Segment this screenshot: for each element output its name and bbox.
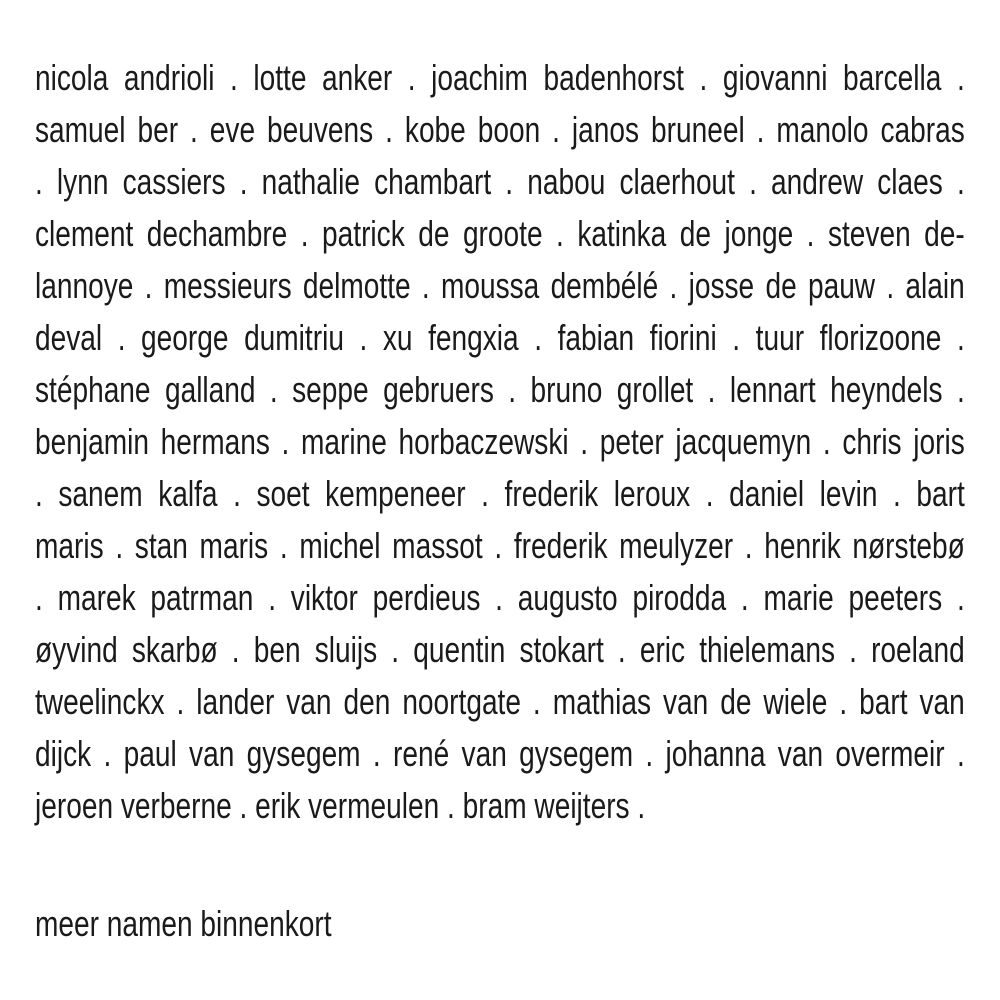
names-line-5: lannoye . messieurs delmotte . moussa dembélé . josse de pauw . alain	[35, 265, 965, 306]
names-line-6: deval . george dumitriu . xu fengxia . fabian fiorini . tuur florizoone .	[35, 317, 965, 358]
names-line-11: . marek patrman . viktor perdieus . augusto pirodda . marie peeters .	[35, 577, 965, 618]
names-line-1: nicola andrioli . lotte anker . joachim badenhorst . giovanni barcella .	[35, 57, 965, 98]
names-line-15: jeroen verberne . erik vermeulen . bram weijters .	[35, 785, 646, 826]
names-line-12: øyvind skarbø . ben sluijs . quentin stokart . eric thielemans . roeland	[35, 629, 965, 670]
names-line-14: dijck . paul van gysegem . rené van gysegem . johanna van overmeir .	[35, 733, 965, 774]
names-line-8: benjamin hermans . marine horbaczewski . peter jacquemyn . chris joris	[35, 421, 965, 462]
names-line-2: samuel ber . eve beuvens . kobe boon . janos bruneel . manolo cabras	[35, 109, 965, 150]
names-line-9: . sanem kalfa . soet kempeneer . frederik leroux . daniel levin . bart	[35, 473, 965, 514]
names-line-10: maris . stan maris . michel massot . frederik meulyzer . henrik nørstebø	[35, 525, 965, 566]
names-line-3: . lynn cassiers . nathalie chambart . nabou claerhout . andrew claes .	[35, 161, 965, 202]
names-line-7: stéphane galland . seppe gebruers . bruno grollet . lennart heyndels .	[35, 369, 965, 410]
footer-note: meer namen binnenkort	[35, 903, 332, 944]
names-line-4: clement dechambre . patrick de groote . katinka de jonge . steven de-	[35, 213, 965, 254]
names-line-13: tweelinckx . lander van den noortgate . mathias van de wiele . bart van	[35, 681, 965, 722]
